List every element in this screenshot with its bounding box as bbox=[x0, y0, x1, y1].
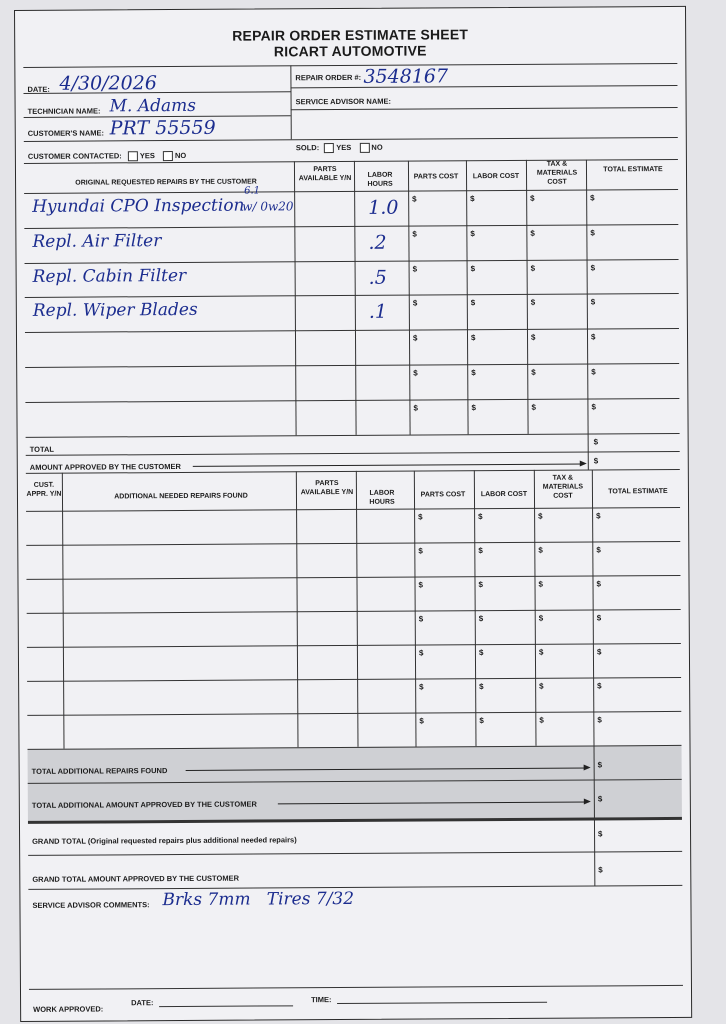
total-additional-approved-label: TOTAL ADDITIONAL AMOUNT APPROVED BY THE CUSTOMER bbox=[31, 799, 257, 810]
dollar-sign: $ bbox=[531, 367, 536, 377]
total-additional-label: TOTAL ADDITIONAL REPAIRS FOUND bbox=[31, 766, 168, 776]
repair-order-sheet bbox=[14, 6, 692, 1022]
row-divider bbox=[27, 643, 681, 648]
col-labor-cost: LABOR COST bbox=[472, 172, 520, 181]
row-divider bbox=[25, 328, 679, 333]
repair-description[interactable]: Hyundai CPO Inspection bbox=[32, 195, 245, 217]
dollar-sign: $ bbox=[478, 546, 483, 556]
company-name: RICART AUTOMOTIVE bbox=[273, 42, 427, 60]
dollar-sign: $ bbox=[530, 228, 535, 238]
comments-value[interactable]: Brks 7mm Tires 7/32 bbox=[162, 888, 355, 911]
col-parts-cost: PARTS COST bbox=[413, 173, 459, 181]
col-total-estimate: TOTAL ESTIMATE bbox=[603, 166, 663, 174]
sold-no-checkbox[interactable] bbox=[359, 143, 369, 153]
footer-time-label: TIME: bbox=[311, 995, 332, 1005]
dollar-sign: $ bbox=[538, 647, 544, 657]
date-label: DATE: bbox=[27, 84, 50, 94]
dollar-sign: $ bbox=[479, 682, 484, 692]
labor-hours-value[interactable]: .1 bbox=[368, 301, 388, 324]
dollar-sign: $ bbox=[412, 333, 418, 343]
dollar-sign: $ bbox=[418, 512, 423, 522]
dollar-sign: $ bbox=[530, 298, 536, 308]
grand-approved-dollar: $ bbox=[598, 865, 603, 875]
sold-field: SOLD: YES NO bbox=[295, 142, 383, 153]
footer-date-label: DATE: bbox=[131, 998, 154, 1008]
customer-value[interactable]: PRT 55559 bbox=[109, 116, 216, 140]
row-divider bbox=[25, 398, 679, 403]
footer-date-line[interactable] bbox=[159, 1005, 293, 1007]
dollar-sign: $ bbox=[596, 511, 601, 521]
dollar-sign: $ bbox=[596, 545, 601, 555]
labor-hours-value[interactable]: 1.0 bbox=[368, 196, 399, 219]
customer-contacted: CUSTOMER CONTACTED: YES NO bbox=[27, 150, 187, 161]
dollar-sign: $ bbox=[596, 579, 601, 589]
dollar-sign: $ bbox=[418, 614, 424, 624]
dollar-sign: $ bbox=[471, 368, 476, 378]
col-add-total-estimate: TOTAL ESTIMATE bbox=[608, 488, 668, 496]
dollar-sign: $ bbox=[412, 229, 417, 239]
dollar-sign: $ bbox=[418, 580, 424, 590]
dollar-sign: $ bbox=[539, 715, 544, 725]
grand-total-label: GRAND TOTAL (Original requested repairs plus additional needed repairs) bbox=[32, 835, 297, 846]
original-approved-label: AMOUNT APPROVED BY THE CUSTOMER bbox=[29, 461, 181, 472]
dollar-sign: $ bbox=[596, 647, 602, 657]
row-divider bbox=[25, 363, 679, 368]
dollar-sign: $ bbox=[591, 367, 596, 377]
dollar-sign: $ bbox=[478, 580, 483, 590]
total-additional-approved-dollar: $ bbox=[597, 794, 603, 804]
original-total-label: TOTAL bbox=[29, 444, 55, 454]
grand-total-dollar: $ bbox=[598, 829, 603, 839]
grand-approved-label: GRAND TOTAL AMOUNT APPROVED BY THE CUSTOMER bbox=[32, 873, 240, 884]
dollar-sign: $ bbox=[538, 511, 543, 521]
dollar-sign: $ bbox=[418, 546, 423, 556]
dollar-sign: $ bbox=[470, 263, 476, 273]
footer-time-line[interactable] bbox=[337, 1002, 547, 1004]
technician-value[interactable]: M. Adams bbox=[109, 95, 197, 117]
dollar-sign: $ bbox=[413, 403, 418, 413]
dollar-sign: $ bbox=[538, 545, 543, 555]
dollar-sign: $ bbox=[470, 333, 476, 343]
total-additional-dollar: $ bbox=[597, 760, 603, 770]
dollar-sign: $ bbox=[412, 194, 417, 204]
dollar-sign: $ bbox=[590, 297, 596, 307]
dollar-sign: $ bbox=[597, 681, 602, 691]
row-divider bbox=[25, 293, 679, 298]
comments-label: SERVICE ADVISOR COMMENTS: bbox=[32, 900, 150, 910]
repair-description[interactable]: Repl. Air Filter bbox=[32, 230, 162, 252]
dollar-sign: $ bbox=[530, 263, 536, 273]
row-divider bbox=[27, 609, 681, 614]
repair-order-label: REPAIR ORDER #: bbox=[295, 72, 362, 83]
dollar-sign: $ bbox=[478, 648, 484, 658]
col-tax-materials: TAX & MATERIALS COST bbox=[536, 160, 578, 186]
dollar-sign: $ bbox=[479, 716, 484, 726]
dollar-sign: $ bbox=[530, 333, 536, 343]
contacted-no-checkbox[interactable] bbox=[163, 151, 173, 161]
col-add-parts-available: PARTS AVAILABLE Y/N bbox=[300, 480, 354, 497]
row-divider bbox=[27, 711, 681, 716]
repair-note: w/ 0w20 bbox=[242, 199, 294, 214]
technician-label: TECHNICIAN NAME: bbox=[27, 106, 101, 116]
dollar-sign: $ bbox=[530, 193, 535, 203]
col-add-labor-hours: LABOR HOURS bbox=[369, 489, 395, 506]
col-original-desc: ORIGINAL REQUESTED REPAIRS BY THE CUSTOMER bbox=[75, 178, 257, 187]
original-approved-dollar: $ bbox=[593, 456, 599, 466]
dollar-sign: $ bbox=[590, 193, 595, 203]
repair-description[interactable]: Repl. Wiper Blades bbox=[32, 300, 198, 322]
dollar-sign: $ bbox=[412, 298, 418, 308]
dollar-sign: $ bbox=[419, 682, 424, 692]
dollar-sign: $ bbox=[539, 681, 544, 691]
form-title: REPAIR ORDER ESTIMATE SHEET bbox=[232, 26, 469, 44]
service-advisor-label: SERVICE ADVISOR NAME: bbox=[295, 96, 392, 107]
customer-label: CUSTOMER'S NAME: bbox=[27, 128, 105, 138]
dollar-sign: $ bbox=[478, 614, 484, 624]
original-total-dollar: $ bbox=[593, 437, 599, 447]
repair-order-value[interactable]: 3548167 bbox=[363, 65, 449, 88]
row-divider bbox=[26, 541, 680, 546]
col-add-tax-materials: TAX & MATERIALS COST bbox=[542, 474, 584, 500]
row-divider bbox=[26, 575, 680, 580]
sold-yes-checkbox[interactable] bbox=[324, 143, 334, 153]
dollar-sign: $ bbox=[471, 402, 476, 413]
row-divider bbox=[27, 677, 681, 682]
col-add-labor-cost: LABOR COST bbox=[480, 490, 528, 499]
labor-hours-value[interactable]: .2 bbox=[368, 231, 387, 254]
dollar-sign: $ bbox=[470, 228, 475, 239]
dollar-sign: $ bbox=[470, 194, 475, 204]
row-divider bbox=[25, 259, 679, 264]
col-additional-desc: ADDITIONAL NEEDED REPAIRS FOUND bbox=[114, 492, 248, 501]
dollar-sign: $ bbox=[470, 298, 476, 308]
col-labor-hours: LABOR HOURS bbox=[367, 171, 393, 188]
dollar-sign: $ bbox=[590, 332, 596, 342]
dollar-sign: $ bbox=[418, 648, 424, 658]
dollar-sign: $ bbox=[596, 613, 602, 623]
dollar-sign: $ bbox=[413, 368, 418, 378]
dollar-sign: $ bbox=[590, 228, 595, 238]
col-add-parts-cost: PARTS COST bbox=[420, 491, 466, 499]
dollar-sign: $ bbox=[538, 613, 544, 623]
dollar-sign: $ bbox=[538, 579, 543, 589]
dollar-sign: $ bbox=[412, 264, 418, 274]
date-value[interactable]: 4/30/2026 bbox=[59, 72, 157, 95]
row-divider bbox=[24, 224, 678, 229]
repair-note-super: 6.1 bbox=[244, 185, 261, 197]
col-parts-available: PARTS AVAILABLE Y/N bbox=[298, 166, 352, 183]
dollar-sign: $ bbox=[590, 263, 596, 273]
dollar-sign: $ bbox=[597, 715, 602, 725]
repair-description[interactable]: Repl. Cabin Filter bbox=[32, 265, 187, 287]
contacted-yes-checkbox[interactable] bbox=[128, 151, 138, 161]
col-cust-appr: CUST. APPR. Y/N bbox=[26, 481, 62, 498]
dollar-sign: $ bbox=[531, 402, 536, 412]
dollar-sign: $ bbox=[478, 512, 483, 522]
work-approved-label: WORK APPROVED: bbox=[33, 1004, 104, 1014]
dollar-sign: $ bbox=[419, 716, 424, 726]
labor-hours-value[interactable]: .5 bbox=[368, 266, 387, 289]
dollar-sign: $ bbox=[591, 402, 596, 412]
